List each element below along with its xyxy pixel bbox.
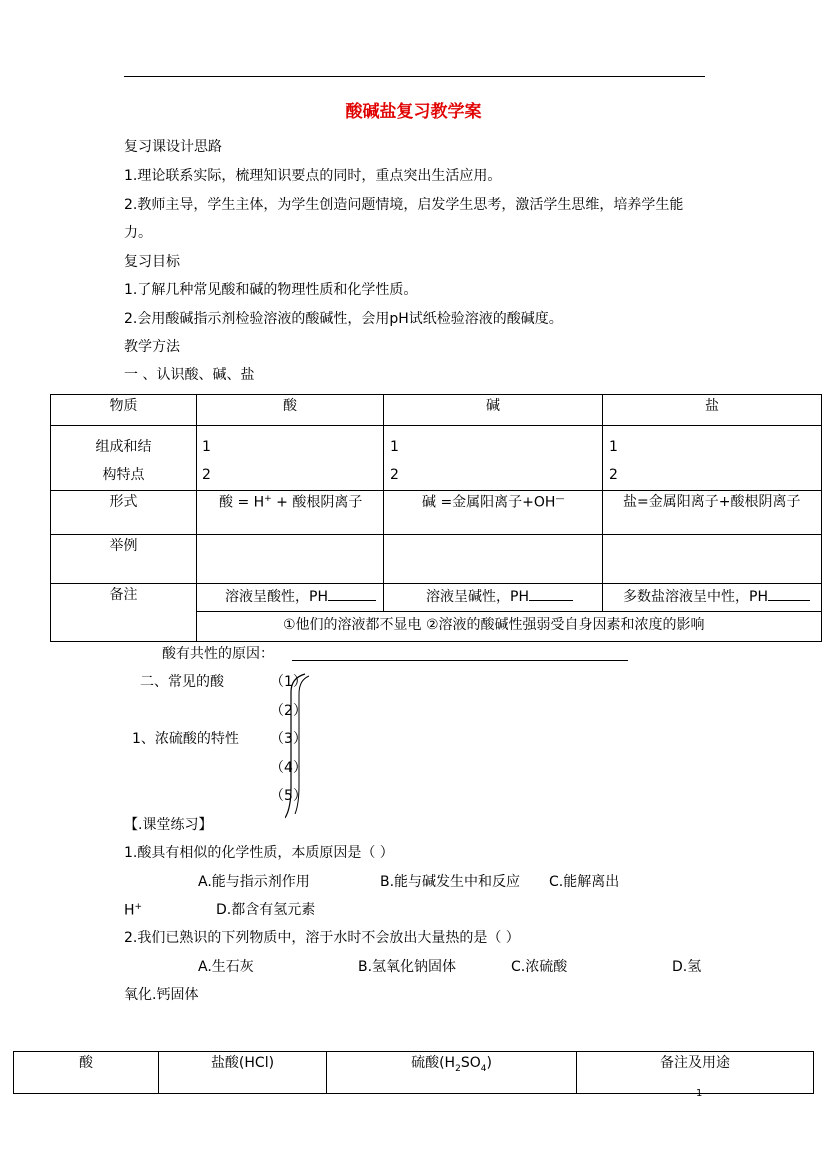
- q1-option-c-cont: [124, 903, 142, 918]
- salt-note-cell: [603, 584, 822, 612]
- answer-line: [292, 660, 628, 661]
- section-2-heading: 二、常见的酸: [140, 674, 224, 690]
- q2-option-c: C.浓硫酸: [511, 959, 568, 975]
- acid-comparison-table: [13, 1051, 814, 1094]
- acid-example-cell: [197, 535, 384, 584]
- property-item: （3）: [270, 731, 307, 747]
- superscript: —: [555, 494, 565, 504]
- row-label-note: 备注: [51, 584, 197, 642]
- header-rule: [124, 76, 705, 77]
- acid-form-text-b: + 酸根阴离子: [271, 494, 363, 511]
- row-label-structure: [51, 426, 197, 491]
- acid-form-cell: [197, 491, 384, 535]
- table2-header-hcl: 盐酸(HCl): [159, 1052, 327, 1094]
- list-number: 1: [609, 439, 618, 455]
- superscript: +: [264, 494, 272, 504]
- superscript: +: [134, 902, 143, 912]
- q2-option-a: A.生石灰: [198, 959, 254, 975]
- salt-note-text: 多数盐溶液呈中性，PH: [623, 589, 768, 605]
- goal-1: 1.了解几种常见酸和碱的物理性质和化学性质。: [124, 282, 418, 298]
- q1-option-d: D.都含有氢元素: [216, 902, 316, 918]
- design-point-1: 1.理论联系实际，梳理知识要点的同时，重点突出生活应用。: [124, 168, 502, 184]
- base-note-cell: [384, 584, 603, 612]
- q1-option-a: A.能与指示剂作用: [198, 874, 310, 890]
- acid-form-text-a: 酸 = H: [219, 494, 265, 511]
- question-1-stem: 1.酸具有相似的化学性质，本质原因是（ ）: [124, 845, 394, 861]
- q2-option-b: B.氢氧化钠固体: [358, 959, 457, 975]
- row-label-form: 形式: [51, 491, 197, 535]
- property-item: （2）: [270, 703, 307, 719]
- table-header-base: 碱: [384, 395, 603, 426]
- table-header-substance: 物质: [51, 395, 197, 426]
- option-text: H: [124, 902, 135, 919]
- property-item: （1）: [270, 674, 307, 690]
- q1-option-b: B.能与碱发生中和反应: [380, 874, 521, 890]
- table2-header-h2so4: [327, 1052, 577, 1094]
- sulfuric-acid-label: 1、浓硫酸的特性: [132, 731, 239, 747]
- table2-header-notes: 备注及用途: [577, 1052, 814, 1094]
- table-header-acid: 酸: [197, 395, 384, 426]
- acid-note-text: 溶液呈酸性，PH: [225, 589, 328, 605]
- list-number: 2: [202, 467, 211, 483]
- salt-form-cell: 盐=金属阳离子+酸根阴离子: [603, 491, 822, 535]
- formula-part: SO: [460, 1055, 481, 1071]
- table-header-salt: 盐: [603, 395, 822, 426]
- base-form-cell: [384, 491, 603, 535]
- fill-blank: [328, 588, 376, 601]
- salt-structure-cell: [603, 426, 822, 491]
- property-item: （4）: [270, 760, 307, 776]
- design-heading: 复习课设计思路: [124, 139, 222, 155]
- grouping-bracket: [285, 668, 315, 828]
- base-example-cell: [384, 535, 603, 584]
- page-number: 1: [696, 1088, 703, 1099]
- property-item: （5）: [270, 788, 307, 804]
- row-label-structure-a: 组成和结: [95, 439, 152, 455]
- list-number: 2: [390, 467, 399, 483]
- goal-2: 2.会用酸碱指示剂检验溶液的酸碱性，会用pH试纸检验溶液的酸碱度。: [124, 311, 563, 327]
- list-number: 2: [609, 467, 618, 483]
- row-label-structure-b: 构特点: [102, 467, 145, 483]
- q2-option-d: D.氢: [672, 959, 702, 975]
- list-number: 1: [390, 439, 399, 455]
- page-title: 酸碱盐复习教学案: [345, 102, 482, 122]
- practice-heading: 【.课堂练习】: [124, 817, 213, 833]
- section-1-heading: 一 、认识酸、碱、盐: [124, 367, 255, 383]
- list-number: 1: [202, 439, 211, 455]
- acid-reason-label: 酸有共性的原因：: [162, 646, 274, 662]
- design-point-2: 2.教师主导，学生主体，为学生创造问题情境，启发学生思考，激活学生思维，培养学生能: [124, 197, 684, 213]
- acid-base-salt-table: [50, 394, 822, 642]
- formula-part: 硫酸(H: [411, 1055, 456, 1071]
- design-point-2-cont: 力。: [124, 225, 152, 241]
- salt-example-cell: [603, 535, 822, 584]
- goals-heading: 复习目标: [124, 254, 180, 270]
- subscript: 2: [455, 1063, 461, 1074]
- question-2-stem: 2.我们已熟识的下列物质中，溶于水时不会放出大量热的是（ ）: [124, 930, 520, 946]
- q1-option-c: C.能解离出: [549, 874, 620, 890]
- method-heading: 教学方法: [124, 339, 180, 355]
- formula-part: ): [486, 1055, 492, 1071]
- table2-header-acid: 酸: [14, 1052, 159, 1094]
- base-form-text: 碱 =金属阳离子+OH: [422, 494, 556, 511]
- acid-structure-cell: [197, 426, 384, 491]
- acid-note-cell: [197, 584, 384, 612]
- q2-option-d-cont: 氧化.钙固体: [124, 987, 199, 1003]
- subscript: 4: [480, 1063, 487, 1074]
- fill-blank: [768, 588, 810, 601]
- base-structure-cell: [384, 426, 603, 491]
- note-common-cell: ①他们的溶液都不显电 ②溶液的酸碱性强弱受自身因素和浓度的影响: [197, 612, 822, 642]
- base-note-text: 溶液呈碱性，PH: [426, 589, 529, 605]
- fill-blank: [529, 588, 573, 601]
- row-label-example: 举例: [51, 535, 197, 584]
